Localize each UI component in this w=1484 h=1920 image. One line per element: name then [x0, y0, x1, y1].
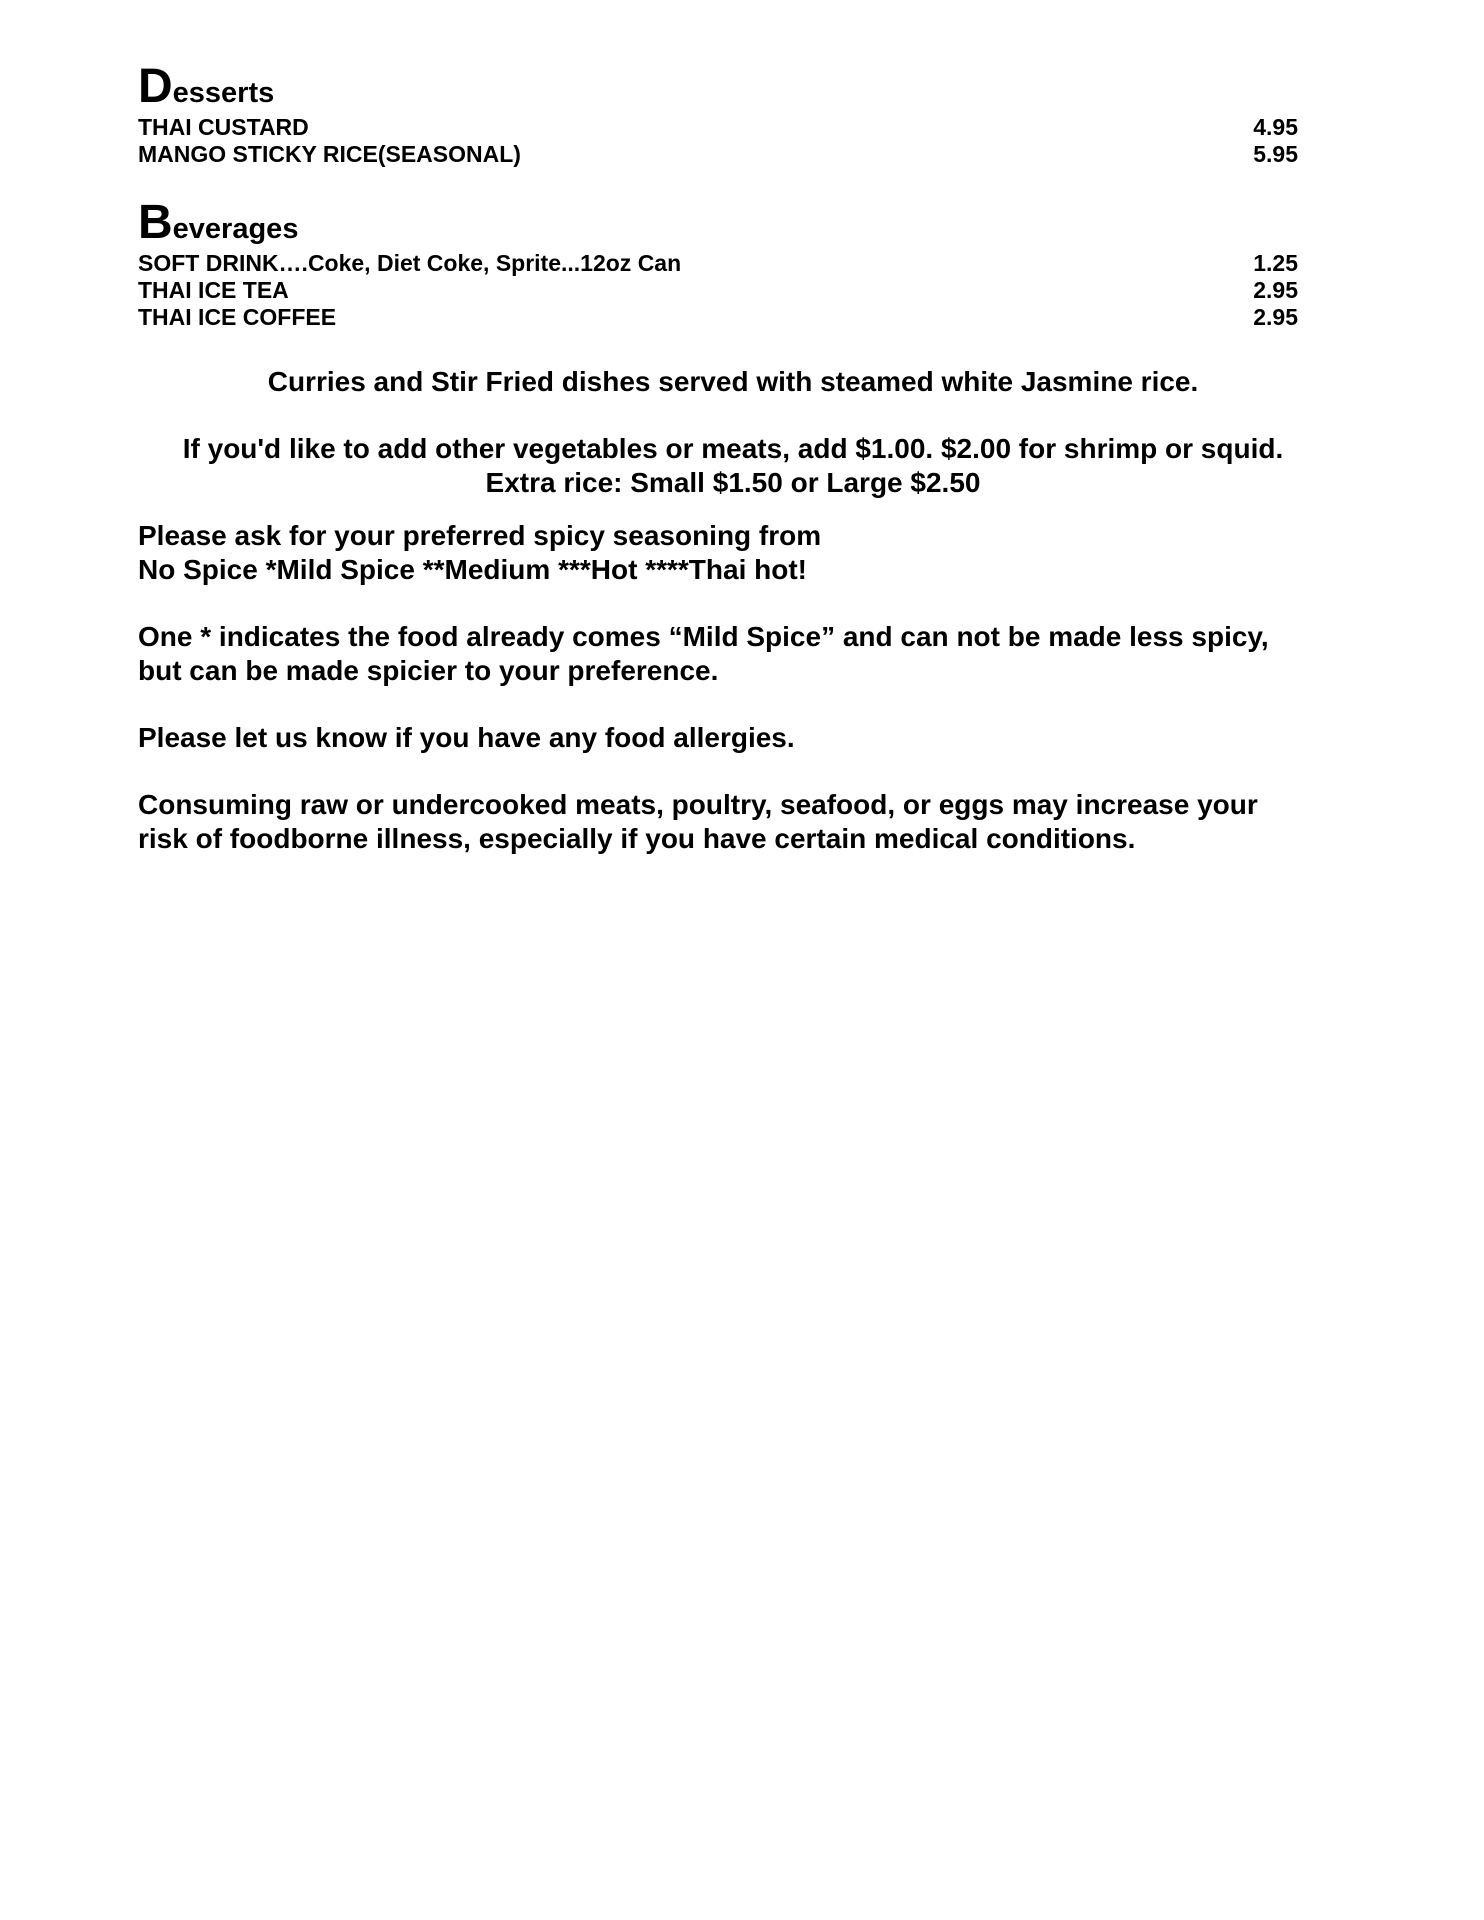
- desserts-heading-initial: D: [138, 60, 173, 113]
- star-note-line: One * indicates the food already comes “Mild Spice” and can not be made less spicy,: [138, 621, 1269, 652]
- beverages-section: [138, 196, 1328, 331]
- warning-line: risk of foodborne illness, especially if you have certain medical conditions.: [138, 823, 1136, 854]
- spice-note: [138, 519, 1328, 587]
- extra-rice-line: Extra rice: Small $1.50 or Large $2.50: [485, 467, 981, 498]
- star-note-line: but can be made spicier to your preference.: [138, 655, 719, 686]
- desserts-heading: [138, 60, 1328, 113]
- menu-item-name: MANGO STICKY RICE(SEASONAL): [138, 141, 521, 167]
- menu-item-name: THAI ICE COFFEE: [138, 304, 337, 330]
- beverages-heading-initial: B: [138, 196, 173, 249]
- allergy-note: Please let us know if you have any food allergies.: [138, 722, 795, 753]
- menu-item-price: 5.95: [1253, 141, 1298, 167]
- menu-item-price: 4.95: [1253, 114, 1298, 140]
- beverages-heading-rest: everages: [172, 213, 299, 245]
- beverages-heading: [138, 196, 1328, 249]
- spice-note-line: Please ask for your preferred spicy seasoning from: [138, 520, 822, 551]
- menu-item: [138, 114, 1298, 141]
- warning-line: Consuming raw or undercooked meats, poultry, seafood, or eggs may increase your: [138, 789, 1258, 820]
- addon-note-line: If you'd like to add other vegetables or meats, add $1.00. $2.00 for shrimp or squid.: [182, 433, 1284, 464]
- menu-item: [138, 277, 1298, 304]
- beverages-list: [138, 250, 1328, 331]
- spice-levels-line: No Spice *Mild Spice **Medium ***Hot ****Thai hot!: [138, 554, 807, 585]
- star-note: [138, 620, 1328, 688]
- menu-item: [138, 304, 1298, 331]
- menu-item-name: THAI CUSTARD: [138, 114, 309, 140]
- addon-note: [138, 432, 1328, 500]
- menu-page: [138, 60, 1328, 856]
- food-safety-warning: [138, 788, 1328, 856]
- desserts-heading-rest: esserts: [172, 77, 275, 109]
- menu-item-price: 1.25: [1253, 250, 1298, 276]
- menu-item-name: SOFT DRINK….Coke, Diet Coke, Sprite...12oz Can: [138, 250, 682, 276]
- menu-item: [138, 141, 1298, 168]
- desserts-section: [138, 60, 1328, 168]
- desserts-list: [138, 114, 1328, 168]
- rice-note: Curries and Stir Fried dishes served with steamed white Jasmine rice.: [267, 366, 1199, 397]
- menu-item-price: 2.95: [1253, 277, 1298, 303]
- menu-item-price: 2.95: [1253, 304, 1298, 330]
- menu-item-name: THAI ICE TEA: [138, 277, 289, 303]
- menu-item: [138, 250, 1298, 277]
